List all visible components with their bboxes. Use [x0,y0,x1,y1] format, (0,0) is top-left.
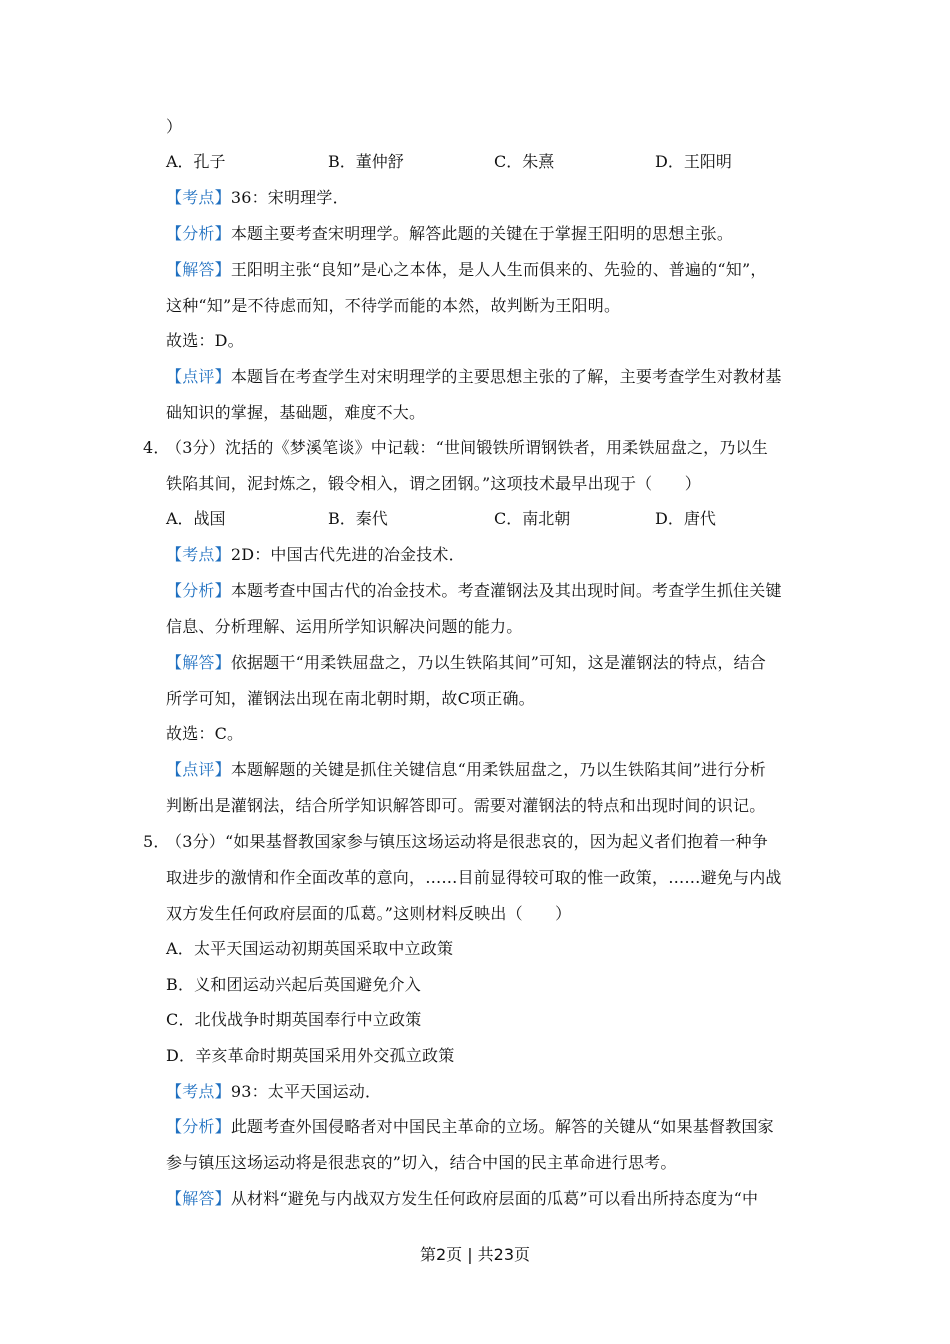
q4-dianping-line-1: 本题解题的关键是抓住关键信息“用柔铁屈盘之，乃以生铁陷其间”进行分析 [230,760,766,779]
q3-option-a: A．孔子 [166,152,226,171]
kaodian-tag: 【考点】 [166,1082,231,1101]
q4-jieda-line-1: 依据题干“用柔铁屈盘之，乃以生铁陷其间”可知，这是灌钢法的特点，结合 [230,653,766,672]
q3-stem-tail: ） [166,117,183,136]
q4-jieda [166,653,766,673]
q4-answer: 故选：C。 [166,724,244,743]
q4-fenxi-line-2: 信息、分析理解、运用所学知识解决问题的能力。 [166,617,523,636]
q4-option-c: C．南北朝 [494,509,571,528]
q3-option-c: C．朱熹 [494,152,555,171]
q4-stem-line-1: （3分）沈括的《梦溪笔谈》中记载：“世间锻铁所谓钢铁者，用柔铁屈盘之，乃以生 [166,438,768,457]
q3-dianping [166,367,782,387]
page-footer: 第2页 | 共23页 [419,1245,531,1264]
q4-number: 4． [143,438,170,457]
q3-fenxi [166,224,733,244]
q5-stem-line-1: （3分）“如果基督教国家参与镇压这场运动将是很悲哀的，因为起义者们抱着一种争 [166,832,768,851]
q3-answer: 故选：D。 [166,331,244,350]
q4-fenxi-line-1: 本题考查中国古代的冶金技术。考查灌钢法及其出现时间。考查学生抓住关键 [230,581,782,600]
q4-option-b: B．秦代 [328,509,388,528]
q5-option-a: A．太平天国运动初期英国采取中立政策 [166,939,454,958]
q5-kaodian-text: 93：太平天国运动． [230,1082,382,1101]
q3-kaodian-text: 36：宋明理学． [230,188,349,207]
q5-option-d: D．辛亥革命时期英国采用外交孤立政策 [166,1046,455,1065]
kaodian-tag: 【考点】 [166,545,231,564]
fenxi-tag: 【分析】 [166,581,231,600]
q3-jieda-line-1: 王阳明主张“良知”是心之本体，是人人生而俱来的、先验的、普遍的“知”， [230,260,767,279]
q4-dianping-line-2: 判断出是灌钢法，结合所学知识解答即可。需要对灌钢法的特点和出现时间的识记。 [166,796,766,815]
q3-dianping-line-2: 础知识的掌握，基础题，难度不大。 [166,403,426,422]
kaodian-tag: 【考点】 [166,188,231,207]
q4-fenxi [166,581,782,601]
q5-stem-line-3: 双方发生任何政府层面的瓜葛。”这则材料反映出（ ） [166,904,572,923]
q3-fenxi-text: 本题主要考查宋明理学。解答此题的关键在于掌握王阳明的思想主张。 [230,224,734,243]
q5-fenxi-line-2: 参与镇压这场运动将是很悲哀的”切入，结合中国的民主革命进行思考。 [166,1153,677,1172]
q5-kaodian [166,1082,381,1102]
q3-kaodian [166,188,349,208]
q3-jieda-line-2: 这种“知”是不待虑而知，不待学而能的本然，故判断为王阳明。 [166,296,621,315]
q5-fenxi-line-1: 此题考查外国侵略者对中国民主革命的立场。解答的关键从“如果基督教国家 [230,1117,774,1136]
q4-option-a: A．战国 [166,509,226,528]
q4-jieda-line-2: 所学可知，灌钢法出现在南北朝时期，故C项正确。 [166,689,535,708]
q4-kaodian [166,545,465,565]
q4-kaodian-text: 2D：中国古代先进的冶金技术． [230,545,465,564]
q5-number: 5． [143,832,170,851]
q5-jieda [166,1189,758,1209]
q5-option-c: C．北伐战争时期英国奉行中立政策 [166,1010,422,1029]
q4-stem-line-2: 铁陷其间，泥封炼之，锻令相入，谓之团钢。”这项技术最早出现于（ ） [166,474,701,493]
q3-jieda [166,260,767,280]
q5-option-b: B．义和团运动兴起后英国避免介入 [166,975,421,994]
dianping-tag: 【点评】 [166,367,231,386]
q5-jieda-line-1: 从材料“避免与内战双方发生任何政府层面的瓜葛”可以看出所持态度为“中 [230,1189,759,1208]
jieda-tag: 【解答】 [166,1189,231,1208]
fenxi-tag: 【分析】 [166,1117,231,1136]
q3-option-d: D．王阳明 [655,152,732,171]
q4-option-d: D．唐代 [655,509,716,528]
q4-dianping [166,760,766,780]
q5-stem-line-2: 取进步的激情和作全面改革的意向，……目前显得较可取的惟一政策，……避免与内战 [166,868,782,887]
jieda-tag: 【解答】 [166,653,231,672]
q3-dianping-line-1: 本题旨在考查学生对宋明理学的主要思想主张的了解，主要考查学生对教材基 [230,367,782,386]
dianping-tag: 【点评】 [166,760,231,779]
jieda-tag: 【解答】 [166,260,231,279]
q5-fenxi [166,1117,774,1137]
fenxi-tag: 【分析】 [166,224,231,243]
q3-option-b: B．董仲舒 [328,152,404,171]
